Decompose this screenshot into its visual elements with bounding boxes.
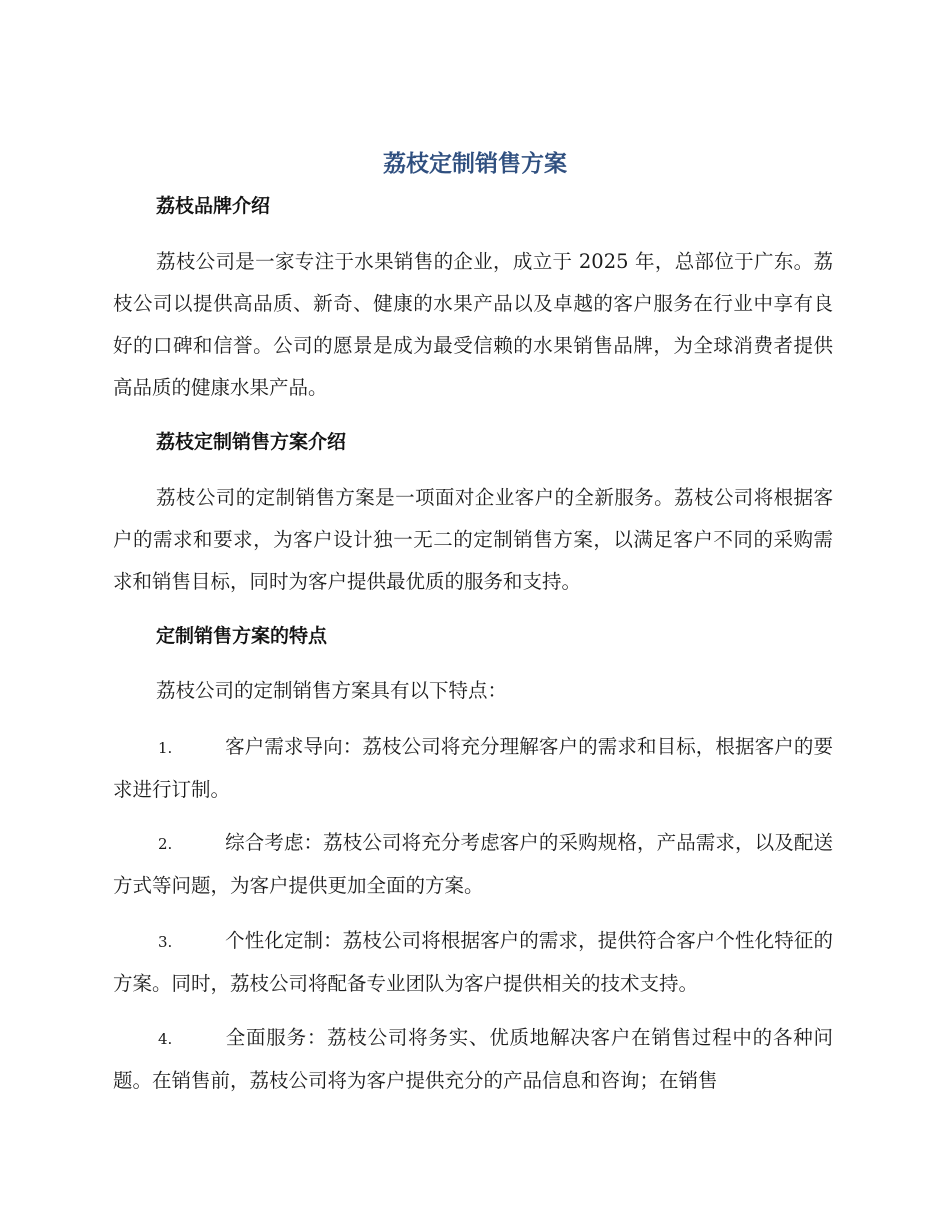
section-heading-plan: 荔枝定制销售方案介绍 <box>156 431 347 453</box>
list-text: 全面服务：荔枝公司将务实、优质地解决客户在销售过程中的各种问题。在销售前，荔枝公司将为客户提供充分的产品信息和咨询；在销售 <box>113 1026 833 1092</box>
list-item <box>113 726 833 811</box>
list-number: 2. <box>158 835 173 853</box>
section-heading-brand: 荔枝品牌介绍 <box>156 195 271 217</box>
list-text: 综合考虑：荔枝公司将充分考虑客户的采购规格，产品需求，以及配送方式等问题，为客户提供更加全面的方案。 <box>113 831 833 897</box>
list-text: 个性化定制：荔枝公司将根据客户的需求，提供符合客户个性化特征的方案。同时，荔枝公司将配备专业团队为客户提供相关的技术支持。 <box>113 929 833 995</box>
document-title: 荔枝定制销售方案 <box>383 151 567 177</box>
list-number: 1. <box>158 739 173 757</box>
list-item <box>113 1017 833 1102</box>
paragraph-brand: 荔枝公司是一家专注于水果销售的企业，成立于 2025 年，总部位于广东。荔枝公司以提供高品质、新奇、健康的水果产品以及卓越的客户服务在行业中享有良好的口碑和信誉。公司的愿景是成为最受信赖的水果销售品牌，为全球消费者提供高品质的健康水果产品。 <box>113 250 833 399</box>
list-number: 3. <box>158 933 173 951</box>
list-number: 4. <box>158 1030 173 1048</box>
paragraph-plan: 荔枝公司的定制销售方案是一项面对企业客户的全新服务。荔枝公司将根据客户的需求和要求，为客户设计独一无二的定制销售方案，以满足客户不同的采购需求和销售目标，同时为客户提供最优质的服务和支持。 <box>113 486 833 593</box>
list-text: 客户需求导向：荔枝公司将充分理解客户的需求和目标，根据客户的要求进行订制。 <box>113 735 833 801</box>
list-item <box>113 920 833 1005</box>
section-heading-features: 定制销售方案的特点 <box>156 625 328 647</box>
paragraph-features-intro: 荔枝公司的定制销售方案具有以下特点： <box>156 679 508 702</box>
list-item <box>113 822 833 907</box>
